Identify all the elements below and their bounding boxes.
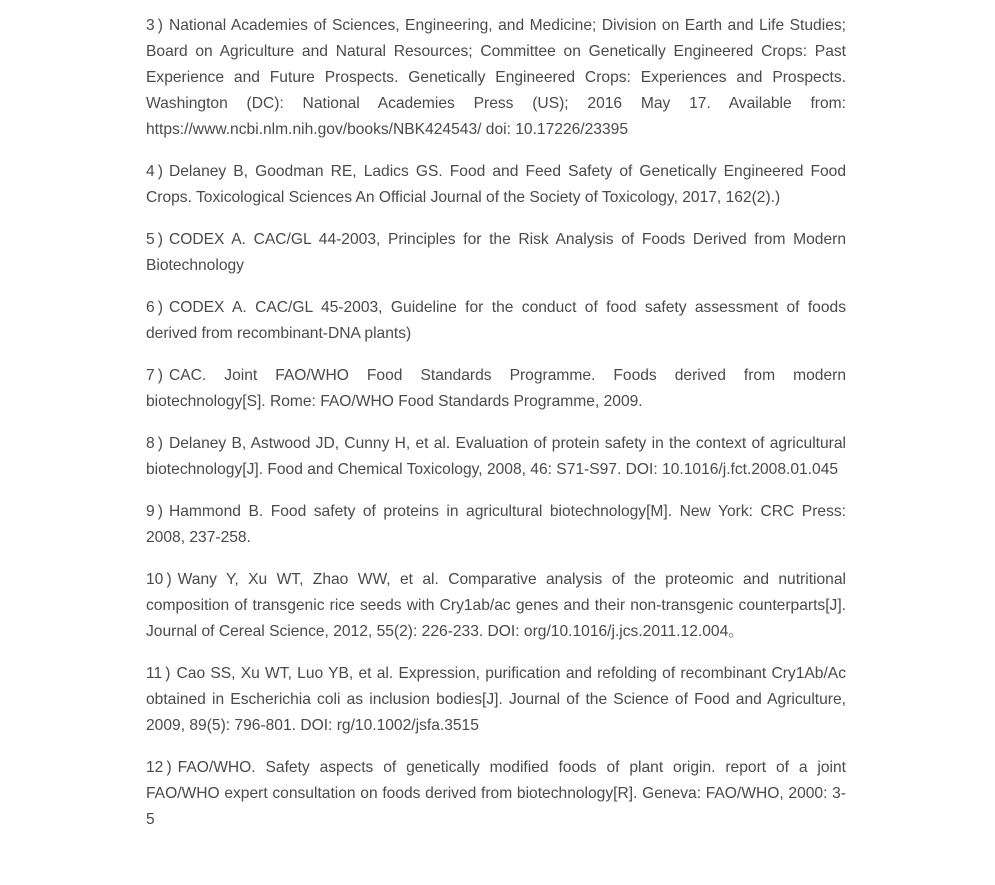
reference-item-7 [146, 363, 846, 415]
reference-list [146, 13, 846, 849]
reference-item-11 [146, 661, 846, 739]
reference-number: 5 ) [146, 231, 163, 248]
reference-number: 10 ) [146, 571, 172, 588]
reference-number: 4 ) [146, 163, 163, 180]
reference-item-9 [146, 499, 846, 551]
reference-text: CAC. Joint FAO/WHO Food Standards Programme. Foods derived from modern biotechnology[S]. Rome: FAO/WHO Food Standards Programme, 2009. [146, 367, 846, 410]
reference-number: 7 ) [146, 367, 163, 384]
reference-text: Delaney B, Goodman RE, Ladics GS. Food and Feed Safety of Genetically Engineered Food Crops. Toxicological Sciences An Official Journal of the Society of Toxicology, 2017, 162(2).) [146, 163, 846, 206]
reference-number: 11 ) [146, 665, 171, 682]
reference-number: 9 ) [146, 503, 163, 520]
reference-item-10 [146, 567, 846, 645]
reference-item-3 [146, 13, 846, 143]
reference-item-12 [146, 755, 846, 833]
reference-number: 8 ) [146, 435, 163, 452]
reference-text: CODEX A. CAC/GL 45-2003, Guideline for the conduct of food safety assessment of foods derived from recombinant-DNA plants) [146, 299, 846, 342]
reference-item-4 [146, 159, 846, 211]
reference-number: 6 ) [146, 299, 163, 316]
reference-item-6 [146, 295, 846, 347]
reference-text: Wany Y, Xu WT, Zhao WW, et al. Comparative analysis of the proteomic and nutritional composition of transgenic rice seeds with Cry1ab/ac genes and their non-transgenic counterparts[J]. Journal of Cereal Science, 2012, 55(2): 226-233. DOI: org/10.1016/j.jcs.2011.12.004。 [146, 571, 846, 640]
reference-text: Delaney B, Astwood JD, Cunny H, et al. Evaluation of protein safety in the context of agricultural biotechnology[J]. Food and Chemical Toxicology, 2008, 46: S71-S97. DOI: 10.1016/j.fct.2008.01.045 [146, 435, 846, 478]
reference-item-8 [146, 431, 846, 483]
reference-text: CODEX A. CAC/GL 44-2003, Principles for the Risk Analysis of Foods Derived from Modern Biotechnology [146, 231, 846, 274]
reference-text: Hammond B. Food safety of proteins in agricultural biotechnology[M]. New York: CRC Press: 2008, 237-258. [146, 503, 846, 546]
reference-number: 3 ) [146, 17, 163, 34]
reference-number: 12 ) [146, 759, 172, 776]
reference-text: FAO/WHO. Safety aspects of genetically modified foods of plant origin. report of a joint FAO/WHO expert consultation on foods derived from biotechnology[R]. Geneva: FAO/WHO, 2000: 3-5 [146, 759, 846, 828]
reference-text: Cao SS, Xu WT, Luo YB, et al. Expression, purification and refolding of recombinant Cry1Ab/Ac obtained in Escherichia coli as inclusion bodies[J]. Journal of the Science of Food and Agriculture, 2009, 89(5): 796-801. DOI: rg/10.1002/jsfa.3515 [146, 665, 846, 734]
reference-text: National Academies of Sciences, Engineering, and Medicine; Division on Earth and Life Studies; Board on Agriculture and Natural Resources; Committee on Genetically Engineered Crops: Past Experience and Future Prospects. Genetically Engineered Crops: Experiences and Prospects. Washington (DC): National Academies Press (US); 2016 May 17. Available from: https://www.ncbi.nlm.nih.gov/books/NBK424543/ doi: 10.17226/23395 [146, 17, 846, 138]
reference-item-5 [146, 227, 846, 279]
